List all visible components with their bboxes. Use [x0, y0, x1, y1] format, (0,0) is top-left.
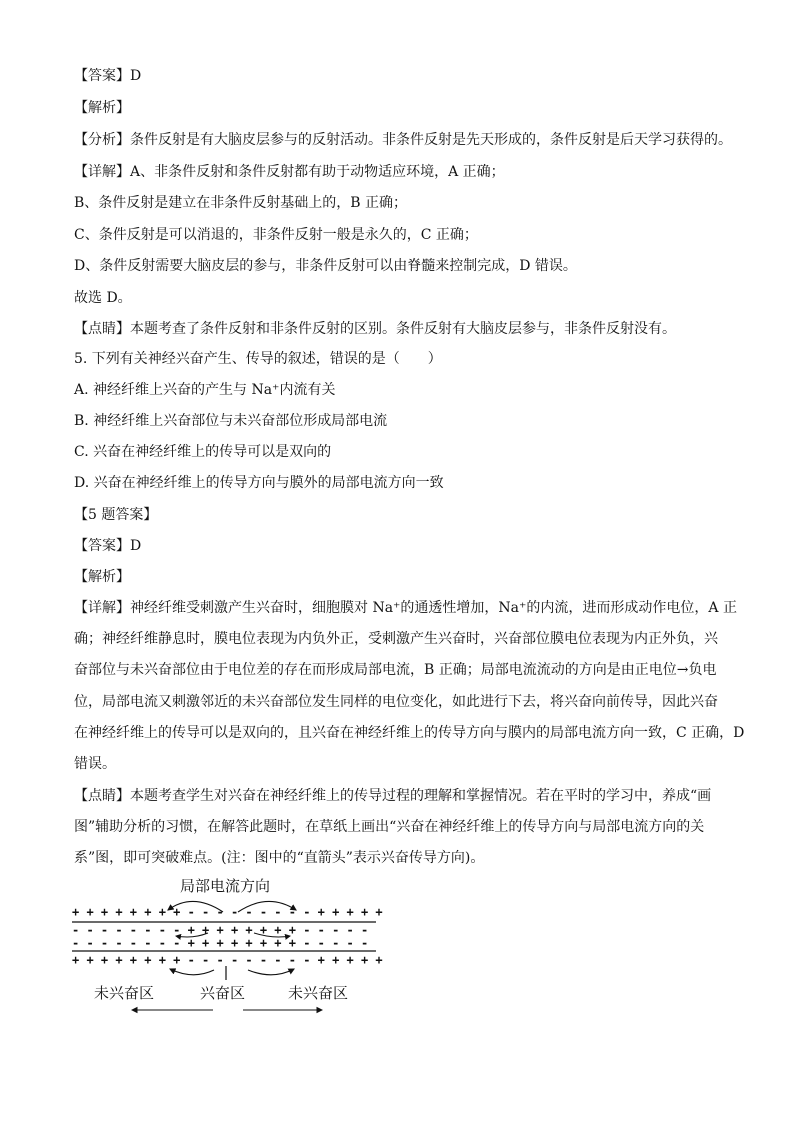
q5-detail-line: 在神经纤维上的传导可以是双向的，且兴奋在神经纤维上的传导方向与膜内的局部电流方向一致，C 正确，D [74, 724, 745, 741]
q5-analysis-heading: 【解析】 [74, 569, 130, 585]
q5-option-b: B. 神经纤维上兴奋部位与未兴奋部位形成局部电流 [74, 413, 388, 429]
membrane-outer-signs-top: + + + + + + + + - - - - - - - - - + + + + + [72, 905, 383, 919]
q5-question: 5. 下列有关神经兴奋产生、传导的叙述，错误的是（ ） [74, 351, 442, 367]
label-unexcited-left: 未兴奋区 [94, 984, 155, 1002]
q5-detail-line: 确；神经纤维静息时，膜电位表现为内负外正，受刺激产生兴奋时，兴奋部位膜电位表现为内正外负，兴 [74, 631, 718, 648]
membrane-inner-signs-bottom: - - - - - - - - + + + + + + + + - - - - - [72, 936, 369, 950]
current-arrow-bottom-right [248, 969, 294, 975]
membrane-inner-signs-top: - - - - - - - - + + + + + + + + - - - - - [72, 923, 369, 937]
q4-answer: 【答案】D [74, 68, 142, 84]
q5-dianjing-line: 图”辅助分析的习惯，在解答此题时，在草纸上画出“兴奋在神经纤维上的传导方向与局部电流方向的关 [74, 819, 705, 836]
q5-detail-line: 奋部位与未兴奋部位由于电位差的存在而形成局部电流，B 正确；局部电流流动的方向是由正电位→负电 [74, 662, 717, 679]
q5-dianjing-line: 【点睛】本题考查学生对兴奋在神经纤维上的传导过程的理解和掌握情况。若在平时的学习中，养成“画 [74, 788, 712, 804]
diagram-title: 局部电流方向 [180, 877, 271, 895]
q5-detail-paragraph [74, 593, 745, 780]
q5-dianjing-paragraph [74, 781, 736, 875]
q4-fenxi: 【分析】条件反射是有大脑皮层参与的反射活动。非条件反射是先天形成的，条件反射是后天学习获得的。 [74, 132, 732, 148]
label-excited: 兴奋区 [200, 984, 246, 1002]
q5-answer: 【答案】D [74, 538, 142, 554]
q4-detail-c: C、条件反射是可以消退的，非条件反射一般是永久的，C 正确； [74, 227, 478, 243]
label-unexcited-right: 未兴奋区 [288, 984, 349, 1002]
q5-detail-line: 【详解】神经纤维受刺激产生兴奋时，细胞膜对 Na⁺的通透性增加，Na⁺的内流，进而形成动作电位，A 正 [74, 600, 737, 616]
current-arrow-bottom-left [170, 969, 214, 975]
q5-answer-label: 【5 题答案】 [74, 507, 158, 523]
q5-detail-line: 错误。 [74, 755, 116, 772]
nerve-fiber-diagram [68, 870, 388, 1020]
q4-choose: 故选 D。 [74, 290, 132, 306]
q5-option-a: A. 神经纤维上兴奋的产生与 Na⁺内流有关 [74, 382, 336, 398]
q4-detail-d: D、条件反射需要大脑皮层的参与，非条件反射可以由脊髓来控制完成，D 错误。 [74, 258, 577, 274]
q4-dianjing: 【点睛】本题考查了条件反射和非条件反射的区别。条件反射有大脑皮层参与，非条件反射没有。 [74, 321, 676, 337]
q5-option-c: C. 兴奋在神经纤维上的传导可以是双向的 [74, 444, 332, 460]
q4-analysis-heading: 【解析】 [74, 100, 130, 116]
q5-dianjing-line: 系”图，即可突破难点。(注：图中的“直箭头”表示兴奋传导方向)。 [74, 850, 485, 867]
q5-option-d: D. 兴奋在神经纤维上的传导方向与膜外的局部电流方向一致 [74, 475, 444, 491]
q5-detail-line: 位，局部电流又刺激邻近的未兴奋部位发生同样的电位变化，如此进行下去，将兴奋向前传导，因此兴奋 [74, 693, 718, 710]
membrane-outer-signs-bottom: + + + + + + + + - - - - - - - - - + + + + + [72, 953, 383, 967]
q4-detail-a: 【详解】A、非条件反射和条件反射都有助于动物适应环境，A 正确； [74, 164, 505, 180]
q4-detail-b: B、条件反射是建立在非条件反射基础上的，B 正确； [74, 195, 408, 211]
